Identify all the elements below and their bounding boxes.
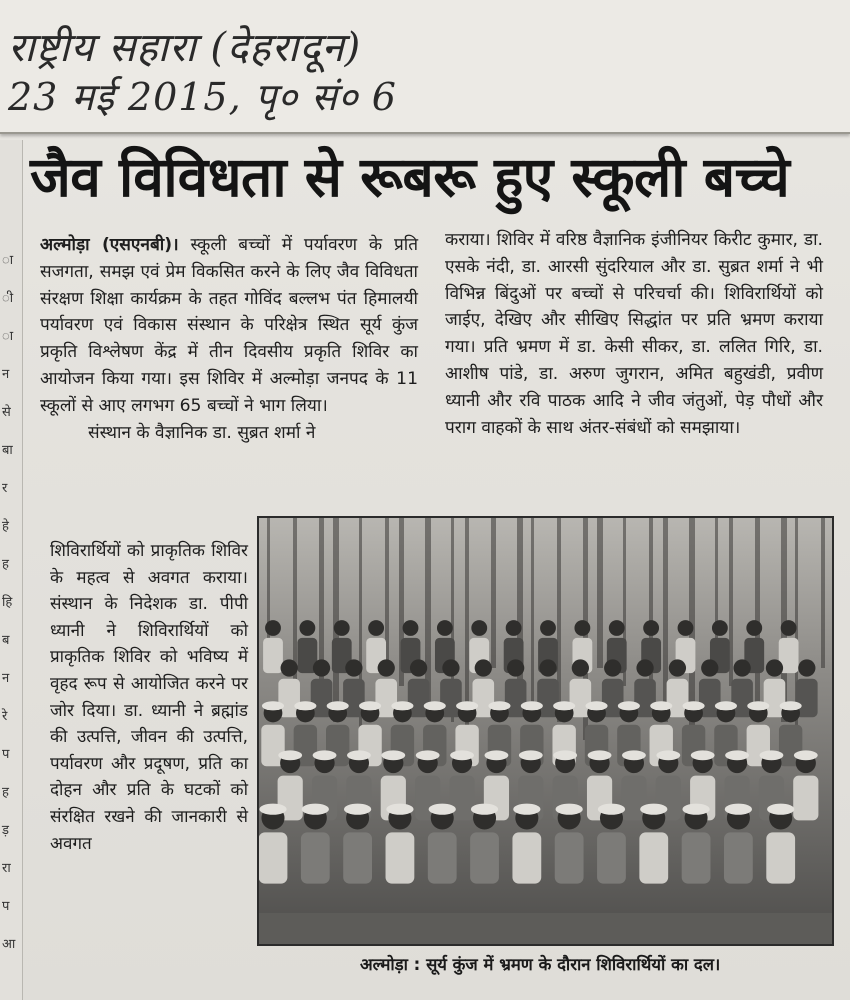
cap	[521, 701, 543, 710]
cap	[588, 750, 612, 760]
person-body	[793, 776, 818, 821]
cap	[344, 804, 371, 815]
cap	[488, 701, 510, 710]
person-body	[343, 832, 372, 883]
margin-fragment: ा	[2, 329, 14, 344]
margin-fragment: न	[2, 367, 10, 382]
person-body	[724, 832, 753, 883]
cap	[622, 750, 646, 760]
cap	[259, 804, 286, 815]
cap	[450, 750, 474, 760]
margin-fragment: प	[2, 899, 10, 914]
cap	[683, 701, 705, 710]
article-para-1	[40, 232, 418, 420]
handwritten-date-page: 23 मई 2015, पृ० सं० 6	[8, 75, 397, 119]
cap	[456, 701, 478, 710]
person-body	[301, 832, 330, 883]
person-body	[470, 832, 499, 883]
cap	[327, 701, 349, 710]
person-head	[539, 659, 556, 676]
person-body	[263, 638, 283, 673]
person-head	[572, 659, 589, 676]
margin-fragment: र	[2, 481, 8, 496]
tree-trunk	[755, 518, 760, 704]
adjacent-column-fragment	[0, 140, 23, 1000]
person-head	[574, 620, 590, 636]
cap	[618, 701, 640, 710]
margin-fragment: हे	[2, 519, 9, 534]
person-body	[621, 776, 646, 821]
margin-fragment: न	[2, 671, 10, 686]
tree-trunk	[425, 518, 431, 704]
cap	[513, 804, 540, 815]
person-body	[639, 832, 668, 883]
person-head	[471, 620, 487, 636]
person-body	[259, 832, 287, 883]
group-photo	[257, 516, 834, 946]
margin-fragment: रे	[2, 709, 8, 724]
person-head	[442, 659, 459, 676]
margin-fragment: ड़	[2, 823, 9, 838]
cap	[650, 701, 672, 710]
tree-trunk	[821, 518, 825, 668]
person-head	[507, 659, 524, 676]
margin-fragment: आ	[2, 937, 16, 952]
cap	[691, 750, 715, 760]
margin-fragment: हि	[2, 595, 13, 610]
person-head	[437, 620, 453, 636]
tree-trunk	[597, 518, 603, 668]
person-head	[506, 620, 522, 636]
cap	[760, 750, 784, 760]
person-body	[597, 832, 626, 883]
person-head	[604, 659, 621, 676]
person-head	[766, 659, 783, 676]
cap	[391, 701, 413, 710]
person-head	[669, 659, 686, 676]
person-head	[313, 659, 330, 676]
person-head	[712, 620, 728, 636]
person-head	[746, 620, 762, 636]
cap	[262, 701, 284, 710]
article-column-right	[445, 227, 823, 441]
person-body	[449, 776, 474, 821]
cap	[278, 750, 302, 760]
person-body	[428, 832, 457, 883]
person-head	[540, 620, 556, 636]
cap	[682, 804, 709, 815]
tree-trunk	[333, 518, 339, 722]
person-head	[299, 620, 315, 636]
cap	[381, 750, 405, 760]
person-head	[403, 620, 419, 636]
person-head	[281, 659, 298, 676]
cap	[585, 701, 607, 710]
margin-fragment: प	[2, 747, 10, 762]
tree-trunk	[531, 518, 534, 704]
cap	[294, 701, 316, 710]
cap	[747, 701, 769, 710]
para2-continued: शिविरार्थियों को प्राकृतिक शिविर के महत्व से अवगत कराया। संस्थान के निदेशक डा. पीपी ध्यानी ने शिविरार्थियों को प्राकृतिक शिविर को भविष्य में वृहद रूप से आयोजित करने पर जोर दिया। डा. ध्यानी ने ब्रह्मांड की उत्पत्ति, जीवन की उत्पत्ति, पर्यावरण और प्रदूषण, प्रति का दोहन और प्रति के घटकों को संरक्षित रखने की जानकारी से अवगत	[50, 541, 248, 854]
cap	[553, 701, 575, 710]
person-head	[636, 659, 653, 676]
margin-fragment: ह	[2, 785, 9, 800]
group-photo-image	[259, 518, 832, 944]
person-body	[512, 832, 541, 883]
person-head	[701, 659, 718, 676]
cap	[640, 804, 667, 815]
article-column-left	[40, 232, 418, 446]
cap	[519, 750, 543, 760]
margin-fragment: ह	[2, 557, 9, 572]
tree-trunk	[491, 518, 496, 668]
margin-fragment: बा	[2, 443, 13, 458]
person-head	[733, 659, 750, 676]
handwritten-source-note	[0, 0, 850, 134]
tree-trunk	[649, 518, 653, 704]
handwritten-newspaper-name: राष्ट्रीय सहारा (देहरादून)	[8, 25, 362, 71]
margin-fragment: ब	[2, 633, 10, 648]
margin-fragment: रा	[2, 861, 11, 876]
person-body	[766, 832, 795, 883]
cap	[725, 804, 752, 815]
cap	[794, 750, 818, 760]
article-para-2-start: संस्थान के वैज्ञानिक डा. सुब्रत शर्मा ने	[88, 422, 316, 443]
cap	[656, 750, 680, 760]
margin-fragment: ी	[2, 291, 14, 306]
para1-text: स्कूली बच्चों में पर्यावरण के प्रति सजगता, समझ एवं प्रेम विकसित करने के लिए जैव विविधता संरक्षण शिक्षा कार्यक्रम के तहत गोविंद बल्लभ पंत हिमालयी पर्यावरण एवं विकास संस्थान के परिक्षेत्र स्थित सूर्य कुंज प्रकृति विश्लेषण केंद्र में तीन दिवसीय प्रकृति शिविर का आयोजन किया गया। इस शिविर में अल्मोड़ा जनपद के 11 स्कूलों से आए लगभग 65 बच्चों ने भाग लिया।	[40, 235, 418, 416]
person-head	[643, 620, 659, 636]
cap	[416, 750, 440, 760]
cap	[715, 701, 737, 710]
person-head	[368, 620, 384, 636]
person-head	[475, 659, 492, 676]
cap	[598, 804, 625, 815]
person-head	[798, 659, 815, 676]
cap	[359, 701, 381, 710]
person-head	[265, 620, 281, 636]
person-head	[781, 620, 797, 636]
article-para-right: कराया। शिविर में वरिष्ठ वैज्ञानिक इंजीनियर किरीट कुमार, डा. एसके नंदी, डा. आरसी सुंदरियाल और डा. सुब्रत शर्मा ने भी विभिन्न बिंदुओं पर बच्चों से परिचर्चा की। शिविरार्थियों को जाईए, देखिए और सीखिए सिद्धांत पर प्रति भ्रमण कराया गया। प्रति भ्रमण में डा. केसी सीकर, डा. ललित गिरि, डा. आशीष पांडे, डा. अरुण जुगरान, अमित बहुखंडी, प्रवीण ध्यानी और रवि पाठक आदि ने जीव जंतुओं, पेड़ पौधों और पराग वाहकों के साथ अंतर-संबंधों को समझाया।	[445, 230, 823, 438]
person-head	[410, 659, 427, 676]
dateline: अल्मोड़ा (एसएनबी)।	[40, 235, 179, 255]
cap	[347, 750, 371, 760]
cap	[725, 750, 749, 760]
cap	[313, 750, 337, 760]
person-body	[682, 832, 711, 883]
person-head	[334, 620, 350, 636]
photo-caption: अल्मोड़ा : सूर्य कुंज में भ्रमण के दौरान शिविरार्थियों का दल।	[360, 955, 721, 974]
person-body	[555, 832, 584, 883]
person-body	[386, 832, 415, 883]
cap	[424, 701, 446, 710]
cap	[302, 804, 329, 815]
cap	[556, 804, 583, 815]
cap	[471, 804, 498, 815]
person-head	[609, 620, 625, 636]
cap	[553, 750, 577, 760]
cap	[780, 701, 802, 710]
cap	[767, 804, 794, 815]
person-head	[378, 659, 395, 676]
margin-fragment: से	[2, 405, 11, 420]
cap	[429, 804, 456, 815]
article-column-narrow	[50, 538, 248, 857]
person-head	[678, 620, 694, 636]
cap	[485, 750, 509, 760]
margin-fragment: ा	[2, 253, 14, 268]
headline: जैव विविधता से रूबरू हुए स्कूली बच्चे	[30, 145, 790, 209]
person-head	[345, 659, 362, 676]
cap	[386, 804, 413, 815]
